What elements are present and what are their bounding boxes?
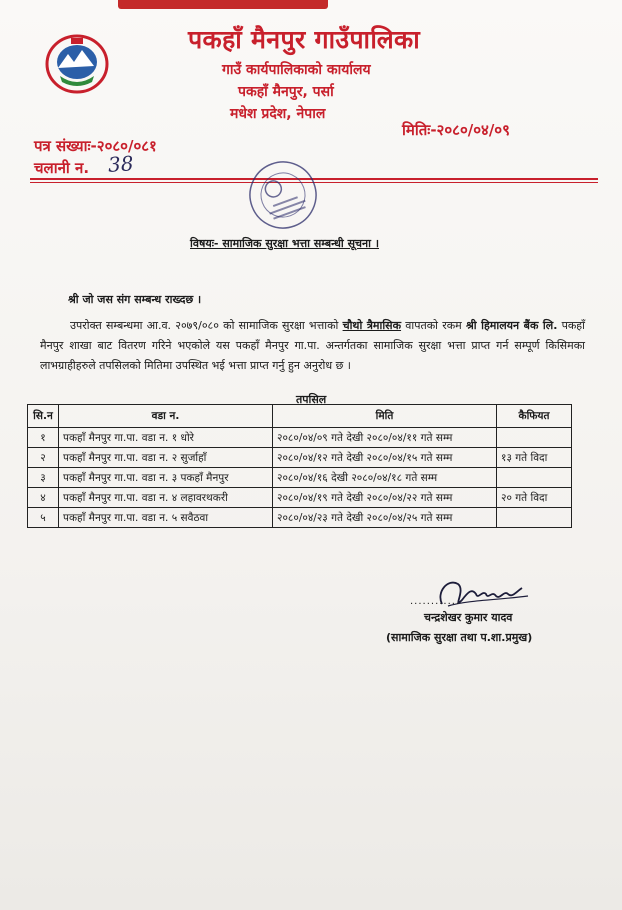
municipality-title: पकहाँ मैनपुर गाउँपालिका — [188, 25, 421, 54]
cell-date: २०८०/०४/२३ गते देखी २०८०/०४/२५ गते सम्म — [273, 508, 497, 528]
table-row — [28, 508, 572, 528]
patra-sankhya: पत्र संख्याः-२०८०/०८१ — [34, 137, 157, 155]
cell-sn: २ — [28, 448, 59, 468]
cell-date: २०८०/०४/०९ गते देखी २०८०/०४/११ गते सम्म — [273, 428, 497, 448]
cell-remarks: १३ गते विदा — [497, 448, 572, 468]
table-row — [28, 468, 572, 488]
cell-remarks — [497, 428, 572, 448]
quarter-emphasis: चौथो त्रैमासिक — [342, 319, 402, 332]
province-line: मधेश प्रदेश, नेपाल — [230, 106, 326, 122]
table-row — [28, 428, 572, 448]
cell-date: २०८०/०४/१६ देखी २०८०/०४/१८ गते सम्म — [273, 468, 497, 488]
cell-date: २०८०/०४/१९ गते देखी २०८०/०४/२२ गते सम्म — [273, 488, 497, 508]
table-row — [28, 448, 572, 468]
cell-sn: १ — [28, 428, 59, 448]
cell-ward: पकहाँ मैनपुर गा.पा. वडा न. ४ लहावरथकरी — [59, 488, 273, 508]
col-header-date: मिति — [273, 405, 497, 428]
chalani-number: 38 — [107, 151, 135, 177]
cell-sn: ४ — [28, 488, 59, 508]
cell-remarks — [497, 508, 572, 528]
col-header-ward: वडा न. — [59, 405, 273, 428]
col-header-remarks: कैफियत — [497, 405, 572, 428]
office-stamp-icon — [246, 158, 320, 232]
cell-remarks — [497, 468, 572, 488]
office-name: गाउँ कार्यपालिकाको कार्यालय — [222, 62, 371, 78]
subject-line: विषयः- सामाजिक सुरक्षा भत्ता सम्बन्धी सूचना । — [190, 237, 379, 250]
cell-ward: पकहाँ मैनपुर गा.पा. वडा न. १ धोरे — [59, 428, 273, 448]
cell-ward: पकहाँ मैनपुर गा.पा. वडा न. २ सुर्जाहाँ — [59, 448, 273, 468]
body-text-1: उपरोक्त सम्बन्धमा आ.व. २०७९/०८० को सामाजिक सुरक्षा भत्ताको — [70, 319, 343, 332]
cell-sn: ३ — [28, 468, 59, 488]
bank-name: श्री हिमालयन बैंक लि. — [465, 319, 558, 332]
table-caption: तपसिल — [296, 393, 327, 406]
body-text-2: वापतको रकम — [401, 319, 466, 332]
nepal-emblem-icon — [44, 32, 110, 94]
table-header-row — [28, 405, 572, 428]
salutation: श्री जो जस संग सम्बन्ध राख्दछ । — [68, 293, 202, 306]
top-red-bar — [118, 0, 328, 9]
letter-date: मितिः-२०८०/०४/०९ — [402, 121, 510, 139]
schedule-table — [27, 404, 572, 528]
chalani-label: चलानी न. — [34, 159, 90, 177]
address-line: पकहाँ मैनपुर, पर्सा — [238, 84, 334, 100]
col-header-sn: सि.न — [28, 405, 59, 428]
signatory-name: चन्द्रशेखर कुमार यादव — [424, 611, 513, 624]
signatory-role: (सामाजिक सुरक्षा तथा प.शा.प्रमुख) — [386, 631, 533, 644]
cell-ward: पकहाँ मैनपुर गा.पा. वडा न. ५ सवैठवा — [59, 508, 273, 528]
cell-sn: ५ — [28, 508, 59, 528]
signature-dots: ............ — [410, 596, 461, 607]
cell-date: २०८०/०४/१२ गते देखी २०८०/०४/१५ गते सम्म — [273, 448, 497, 468]
table-row — [28, 488, 572, 508]
body-paragraph — [40, 316, 585, 376]
cell-ward: पकहाँ मैनपुर गा.पा. वडा न. ३ पकहाँ मैनपुर — [59, 468, 273, 488]
body-text-3: पकहाँ मैनपुर शाखा बाट वितरण गरिने भएकोले यस पकहाँ मैनपुर गा.पा. अन्तर्गतका सामाजिक सुरक्षा भत्ता प्राप्त गर्न सम्पूर्ण किसिमका लाभग्राहीहरुले तपसिलको मितिमा उपस्थित भई भत्ता प्राप्त गर्नु हुन अनुरोध छ । — [40, 319, 585, 372]
cell-remarks: २० गते विदा — [497, 488, 572, 508]
